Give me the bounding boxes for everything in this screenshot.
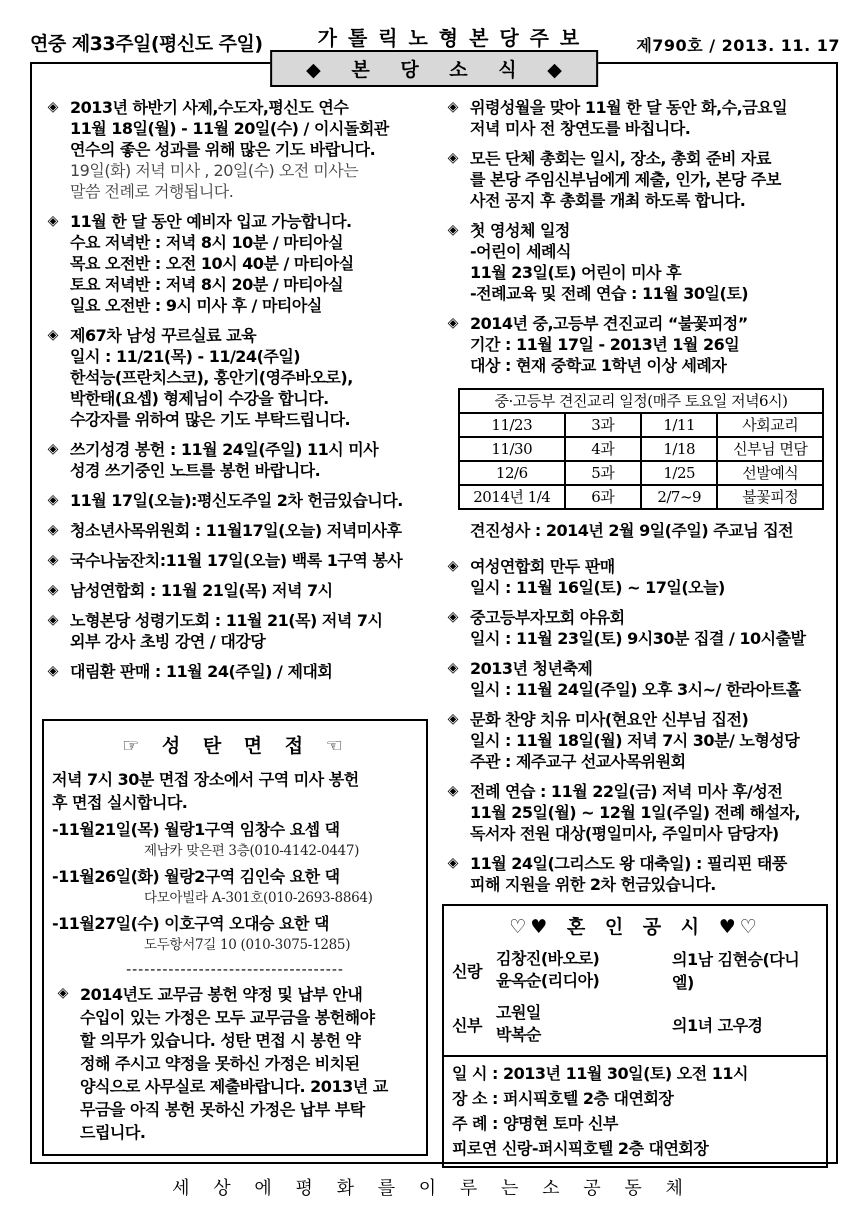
notice-line: 목요 오전반 : 오전 10시 40분 / 마티아실 <box>70 254 354 273</box>
notice-lines <box>70 520 430 541</box>
visit-address: 도두항서7길 10 (010-3075-1285) <box>144 937 351 953</box>
notice-item <box>42 439 430 481</box>
visit-date-place: -11월27일(수) 이호구역 오대승 요한 댁 <box>52 914 330 933</box>
visit-address: 제남카 맞은편 3층(010-4142-0447) <box>144 843 360 859</box>
notice-line: 모든 단체 총회는 일시, 장소, 총회 준비 자료 <box>470 149 771 168</box>
visit-date-place: -11월26일(화) 월랑2구역 김인숙 요한 댁 <box>52 867 340 886</box>
right-notice-list-top <box>442 92 830 385</box>
interview-intro-line: 후 면접 실시합니다. <box>52 793 188 812</box>
diamond-bullet-icon: ◈ <box>447 150 459 166</box>
notice-line: 말씀 전례로 거행됩니다. <box>70 182 234 201</box>
notice-line: 11월 18일(월) - 11월 20일(수) / 이시돌회관 <box>70 119 389 138</box>
notice-item <box>42 97 430 202</box>
notice-line: 2014년 중,고등부 견진교리 “불꽃피정” <box>470 314 748 333</box>
diamond-bullet-icon: ◈ <box>47 327 59 343</box>
notice-lines <box>70 211 430 316</box>
schedule-cell: 4과 <box>565 437 641 461</box>
notice-lines <box>470 97 830 139</box>
marriage-row <box>452 947 818 993</box>
fee-notice <box>52 983 418 1144</box>
diamond-bullet-icon: ◈ <box>47 612 59 628</box>
notice-item <box>442 607 830 649</box>
notice-line: 여성연합회 만두 판매 <box>470 557 615 576</box>
notice-item <box>42 520 430 541</box>
notice-line: 토요 저녁반 : 저녁 8시 20분 / 마티아실 <box>70 275 344 294</box>
notice-lines <box>470 781 830 844</box>
bulletin-title: 가 톨 릭 노 형 본 당 주 보 <box>304 22 596 56</box>
week-title: 연중 제33주일(평신도 주일) <box>30 33 263 55</box>
christmas-interview-visits <box>52 818 418 955</box>
notice-line: 대상 : 현재 중학교 1학년 이상 세례자 <box>470 356 727 375</box>
schedule-cell: 선발예식 <box>717 461 823 485</box>
notice-line: 외부 강사 초빙 강연 / 대강당 <box>70 632 266 651</box>
notice-lines <box>470 607 830 649</box>
notice-line: 위령성월을 맞아 11월 한 달 동안 화,수,금요일 <box>470 98 788 117</box>
issue-number: 제790호 / 2013. 11. 17 <box>636 36 840 55</box>
notice-line: 2013년 하반기 사제,수도자,평신도 연수 <box>70 98 349 117</box>
schedule-cell: 신부님 면담 <box>717 437 823 461</box>
marriage-details <box>444 1055 826 1161</box>
diamond-bullet-icon: ◈ <box>47 99 59 115</box>
notice-line: 일시 : 11/21(목) - 11/24(주일) <box>70 347 301 366</box>
notice-line: 청소년사목위원회 : 11월17일(오늘) 저녁미사후 <box>70 521 402 540</box>
schedule-cell: 5과 <box>565 461 641 485</box>
notice-line: 남성연합회 : 11월 21일(목) 저녁 7시 <box>70 581 333 600</box>
notice-item <box>442 313 830 376</box>
notice-item <box>442 556 830 598</box>
notice-item <box>42 580 430 601</box>
marriage-name: 박복순 <box>496 1025 541 1044</box>
schedule-cell: 1/18 <box>641 437 717 461</box>
notice-item <box>442 709 830 772</box>
christmas-interview-intro <box>52 768 418 814</box>
fee-notice-line: 드립니다. <box>80 1123 146 1142</box>
notice-line: 피해 지원을 위한 2차 헌금있습니다. <box>470 875 716 894</box>
diamond-bullet-icon: ◈ <box>47 663 59 679</box>
diamond-bullet-icon: ◈ <box>447 660 459 676</box>
fee-notice-line: 무금을 아직 봉헌 못하신 가정은 납부 부탁 <box>80 1100 365 1119</box>
left-notice-list <box>42 92 430 691</box>
notice-line: 저녁 미사 전 창연도를 바칩니다. <box>470 119 691 138</box>
dashed-divider: ------------------------------------ <box>126 962 344 978</box>
notice-line: 수요 저녁반 : 저녁 8시 10분 / 마티아실 <box>70 233 344 252</box>
right-notice-list-bottom <box>442 551 830 904</box>
notice-line: 일시 : 11월 18일(월) 저녁 7시 30분/ 노형성당 <box>470 731 800 750</box>
notice-line: 첫 영성체 일정 <box>470 221 570 240</box>
notice-line: 박한태(요셉) 형제님이 수강을 합니다. <box>70 389 329 408</box>
notice-line: 연수의 좋은 성과를 위해 많은 기도 바랍니다. <box>70 140 376 159</box>
marriage-role: 신부 <box>452 1015 482 1035</box>
schedule-cell: 11/30 <box>459 437 565 461</box>
notice-lines <box>470 148 830 211</box>
notice-line: 국수나눔잔치:11월 17일(오늘) 백록 1구역 봉사 <box>70 551 403 570</box>
notice-lines <box>70 610 430 652</box>
notice-item <box>42 550 430 571</box>
marriage-banns-title: ♡♥ 혼 인 공 시 ♥♡ <box>509 916 761 938</box>
marriage-rows <box>444 947 826 1046</box>
notice-lines <box>470 853 830 895</box>
diamond-bullet-icon: ◈ <box>447 99 459 115</box>
notice-lines <box>70 97 430 202</box>
notice-line: 일시 : 11월 23일(토) 9시30분 집결 / 10시출발 <box>470 629 806 648</box>
notice-lines <box>70 661 430 682</box>
schedule-cell: 2014년 1/4 <box>459 485 565 509</box>
notice-line: 대림환 판매 : 11월 24(주일) / 제대회 <box>70 662 333 681</box>
marriage-name: 김창진(바오로) <box>496 949 600 968</box>
notice-line: -전례교육 및 전례 연습 : 11월 30일(토) <box>470 284 749 303</box>
notice-line: 문화 찬양 치유 미사(현요안 신부님 집전) <box>470 710 749 729</box>
notice-item <box>442 853 830 895</box>
notice-line: 기간 : 11월 17일 - 2013년 1월 26일 <box>470 335 740 354</box>
notice-item <box>442 658 830 700</box>
diamond-bullet-icon: ◈ <box>47 582 59 598</box>
notice-line: 11월 25일(월) ~ 12월 1일(주일) 전례 해설자, <box>470 803 801 822</box>
marriage-detail-line: 장 소 : 퍼시픽호텔 2층 대연회장 <box>452 1089 674 1108</box>
fee-notice-line: 양식으로 사무실로 제출바랍니다. 2013년 교 <box>80 1077 388 1096</box>
schedule-cell: 6과 <box>565 485 641 509</box>
marriage-names <box>496 948 672 992</box>
diamond-bullet-icon: ◈ <box>47 441 59 457</box>
notice-item <box>42 490 430 511</box>
interview-visit <box>52 865 418 908</box>
notice-lines <box>470 313 830 376</box>
marriage-child: 의1남 김현승(다니엘) <box>672 950 800 992</box>
marriage-role: 신랑 <box>452 961 482 981</box>
schedule-cell: 2/7~9 <box>641 485 717 509</box>
notice-lines <box>470 658 830 700</box>
schedule-cell: 3과 <box>565 413 641 437</box>
notice-lines <box>70 439 430 481</box>
confirmation-schedule-table <box>458 388 824 510</box>
diamond-bullet-icon: ◈ <box>47 213 59 229</box>
notice-item <box>42 325 430 430</box>
marriage-banns-box <box>442 904 828 1168</box>
marriage-detail-line: 피로연 신랑-퍼시픽호텔 2층 대연회장 <box>452 1139 709 1158</box>
fee-notice-line: 정해 주시고 약정을 못하신 가정은 비치된 <box>80 1054 360 1073</box>
notice-item <box>42 661 430 682</box>
notice-line: 일요 오전반 : 9시 미사 후 / 마티아실 <box>70 296 322 315</box>
diamond-bullet-icon: ◈ <box>447 222 459 238</box>
notice-line: 11월 23일(토) 어린이 미사 후 <box>470 263 682 282</box>
confirmation-note: 견진성사 : 2014년 2월 9일(주일) 주교님 집전 <box>470 521 794 540</box>
notice-item <box>442 220 830 304</box>
notice-line: 노형본당 성령기도회 : 11월 21(목) 저녁 7시 <box>70 611 383 630</box>
fee-notice-line: 수입이 있는 가정은 모두 교무금을 봉헌해야 <box>80 1008 375 1027</box>
notice-item <box>42 211 430 316</box>
notice-lines <box>470 556 830 598</box>
notice-item <box>442 148 830 211</box>
marriage-detail-line: 일 시 : 2013년 11월 30일(토) 오전 11시 <box>452 1064 748 1083</box>
notice-line: 19일(화) 저녁 미사 , 20일(수) 오전 미사는 <box>70 161 359 180</box>
diamond-bullet-icon: ◈ <box>57 985 69 1001</box>
schedule-cell: 1/11 <box>641 413 717 437</box>
left-column <box>36 92 432 1158</box>
schedule-cell: 11/23 <box>459 413 565 437</box>
schedule-row <box>459 461 823 485</box>
marriage-child: 의1녀 고우경 <box>672 1015 763 1035</box>
marriage-name: 고원일 <box>496 1003 541 1022</box>
diamond-bullet-icon: ◈ <box>47 552 59 568</box>
notice-item <box>442 97 830 139</box>
notice-item <box>442 781 830 844</box>
interview-visit <box>52 818 418 861</box>
schedule-row <box>459 485 823 509</box>
marriage-name: 윤옥순(리디아) <box>496 971 600 990</box>
notice-line: 11월 한 달 동안 예비자 입교 가능합니다. <box>70 212 352 231</box>
notice-line: 11월 17일(오늘):평신도주일 2차 헌금있습니다. <box>70 491 403 510</box>
notice-lines <box>70 580 430 601</box>
notice-line: 2013년 청년축제 <box>470 659 593 678</box>
notice-line: 제67차 남성 꾸르실료 교육 <box>70 326 257 345</box>
diamond-bullet-icon: ◈ <box>447 855 459 871</box>
notice-lines <box>470 709 830 772</box>
marriage-detail-line: 주 례 : 양명현 토마 신부 <box>452 1114 618 1133</box>
interview-visit <box>52 912 418 955</box>
notice-item <box>42 610 430 652</box>
section-title-banner: ◆ 본 당 소 식 ◆ <box>270 50 598 87</box>
notice-line: 성경 쓰기중인 노트를 봉헌 바랍니다. <box>70 461 321 480</box>
christmas-interview-box <box>42 719 428 1156</box>
footer-motto: 세 상 에 평 화 를 이 루 는 소 공 동 체 <box>172 1178 688 1199</box>
notice-line: 한석능(프란치스코), 홍안기(영주바오로), <box>70 368 353 387</box>
notice-line: 수강자를 위하여 많은 기도 부탁드립니다. <box>70 410 351 429</box>
diamond-bullet-icon: ◈ <box>447 711 459 727</box>
fee-notice-line: 할 의무가 있습니다. 성탄 면접 시 봉헌 약 <box>80 1031 361 1050</box>
diamond-bullet-icon: ◈ <box>447 609 459 625</box>
diamond-bullet-icon: ◈ <box>47 522 59 538</box>
notice-line: 를 본당 주임신부님에게 제출, 인가, 본당 주보 <box>470 170 781 189</box>
schedule-cell: 불꽃피정 <box>717 485 823 509</box>
notice-lines <box>70 325 430 430</box>
visit-address: 다모아빌라 A-301호(010-2693-8864) <box>144 890 373 906</box>
notice-line: 전례 연습 : 11월 22일(금) 저녁 미사 후/성전 <box>470 782 783 801</box>
notice-line: 주관 : 제주교구 선교사목위원회 <box>470 752 686 771</box>
marriage-row <box>452 1002 818 1046</box>
right-column <box>436 92 832 1158</box>
notice-lines <box>470 220 830 304</box>
fee-notice-line: 2014년도 교무금 봉헌 약정 및 납부 안내 <box>80 985 363 1004</box>
notice-line: 11월 24일(그리스도 왕 대축일) : 필리핀 태풍 <box>470 854 787 873</box>
schedule-row <box>459 413 823 437</box>
notice-line: -어린이 세례식 <box>470 242 571 261</box>
notice-line: 독서자 전원 대상(평일미사, 주일미사 담당자) <box>470 824 779 843</box>
notice-line: 중고등부자모회 야유회 <box>470 608 625 627</box>
diamond-bullet-icon: ◈ <box>447 558 459 574</box>
fee-notice-lines <box>80 983 418 1144</box>
notice-line: 일시 : 11월 24일(주일) 오후 3시~/ 한라아트홀 <box>470 680 801 699</box>
main-content-box <box>30 59 838 1164</box>
visit-date-place: -11월21일(목) 월랑1구역 임창수 요셉 댁 <box>52 820 340 839</box>
notice-lines <box>70 550 430 571</box>
schedule-row <box>459 437 823 461</box>
interview-intro-line: 저녁 7시 30분 면접 장소에서 구역 미사 봉헌 <box>52 770 359 789</box>
table-header-row <box>459 389 823 413</box>
schedule-cell: 사회교리 <box>717 413 823 437</box>
diamond-bullet-icon: ◈ <box>447 315 459 331</box>
notice-line: 사전 공지 후 총회를 개최 하도록 합니다. <box>470 191 746 210</box>
schedule-cell: 12/6 <box>459 461 565 485</box>
notice-line: 일시 : 11월 16일(토) ~ 17일(오늘) <box>470 578 725 597</box>
notice-line: 쓰기성경 봉헌 : 11월 24일(주일) 11시 미사 <box>70 440 379 459</box>
columns <box>32 64 836 1162</box>
marriage-names <box>496 1002 672 1046</box>
notice-lines <box>70 490 430 511</box>
schedule-cell: 1/25 <box>641 461 717 485</box>
christmas-interview-title: ☞ 성 탄 면 접 ☜ <box>122 735 348 757</box>
table-header-cell: 중·고등부 견진교리 일정(매주 토요일 저녁6시) <box>459 389 823 413</box>
diamond-bullet-icon: ◈ <box>47 492 59 508</box>
diamond-bullet-icon: ◈ <box>447 783 459 799</box>
